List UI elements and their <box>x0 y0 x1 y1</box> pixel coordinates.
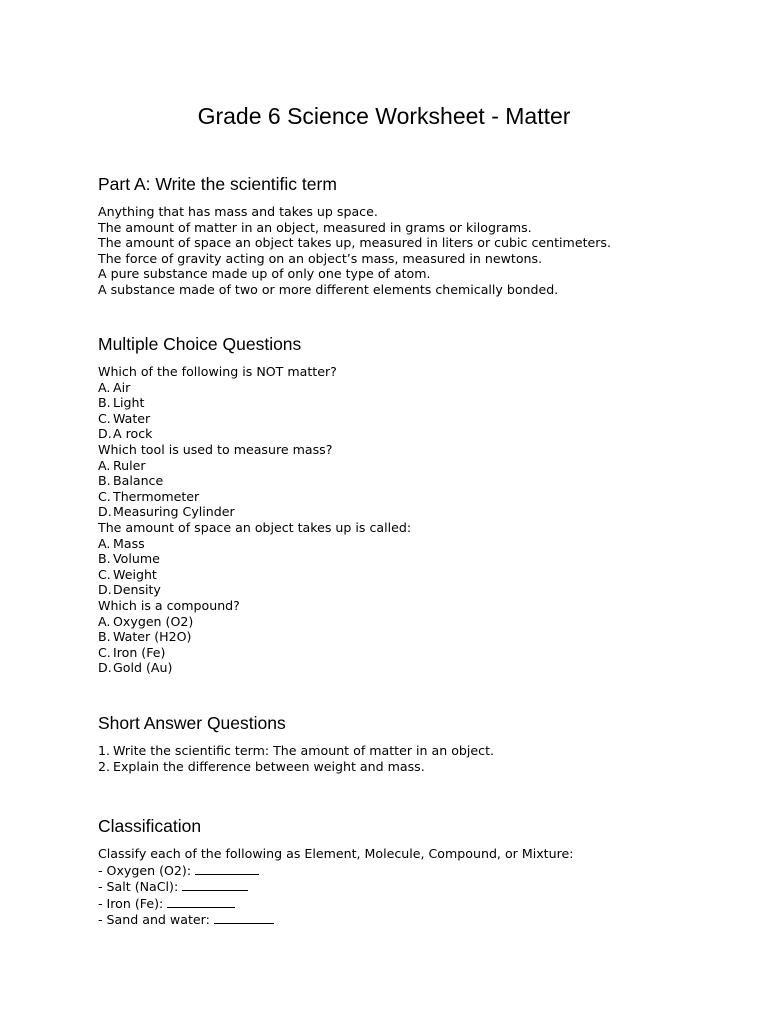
answer-blank[interactable] <box>214 911 274 924</box>
mc-option <box>98 614 718 630</box>
short-answer-item <box>98 743 718 759</box>
mc-option-text: Light <box>113 395 145 411</box>
mc-option <box>98 582 718 598</box>
mc-option-text: Water <box>113 410 151 426</box>
mc-option-text: Gold (Au) <box>113 660 173 676</box>
mc-option-label: A. <box>98 535 111 551</box>
classification-item <box>98 895 718 912</box>
page-title: Grade 6 Science Worksheet - Matter <box>197 103 571 129</box>
part-a-list <box>98 204 718 298</box>
answer-blank[interactable] <box>195 862 259 875</box>
answer-blank[interactable] <box>167 895 235 908</box>
classification-heading: Classification <box>98 816 202 836</box>
mc-option-label: A. <box>98 379 111 395</box>
multiple-choice-section <box>98 333 718 676</box>
classification-list <box>98 846 718 928</box>
answer-blank[interactable] <box>182 878 248 891</box>
mc-option <box>98 536 718 552</box>
short-answer-section <box>98 712 718 774</box>
mc-option <box>98 645 718 661</box>
mc-option <box>98 458 718 474</box>
classification-intro: Classify each of the following as Element, Molecule, Compound, or Mixture: <box>98 846 574 861</box>
short-answer-heading: Short Answer Questions <box>98 713 286 733</box>
mc-option <box>98 489 718 505</box>
mc-option <box>98 426 718 442</box>
mc-option <box>98 551 718 567</box>
classification-label: - Sand and water: <box>98 912 210 928</box>
part-a-item: Anything that has mass and takes up space. <box>98 204 378 219</box>
mc-option-text: Mass <box>113 535 145 551</box>
mc-option-text: Ruler <box>113 457 146 473</box>
part-a-item: A substance made of two or more different elements chemically bonded. <box>98 281 559 297</box>
part-a-item: A pure substance made up of only one type of atom. <box>98 266 431 282</box>
part-a-item: The amount of matter in an object, measured in grams or kilograms. <box>98 219 532 235</box>
classification-label: - Salt (NaCl): <box>98 879 179 895</box>
mc-option-text: Thermometer <box>113 488 200 504</box>
mc-option-label: B. <box>98 473 111 489</box>
short-answer-item <box>98 759 718 775</box>
mc-option-text: Water (H2O) <box>113 629 192 645</box>
mc-question-1: Which of the following is NOT matter? <box>98 364 337 379</box>
mc-option <box>98 411 718 427</box>
mc-option-label: A. <box>98 613 111 629</box>
classification-label: - Oxygen (O2): <box>98 862 192 878</box>
short-answer-text: Explain the difference between weight and mass. <box>113 758 425 774</box>
part-a-item: The amount of space an object takes up, measured in liters or cubic centimeters. <box>98 235 611 251</box>
mc-option-text: A rock <box>113 426 153 442</box>
mc-option <box>98 380 718 396</box>
mc-option <box>98 567 718 583</box>
classification-section <box>98 815 718 928</box>
classification-item <box>98 911 718 928</box>
mc-option-text: Balance <box>113 473 164 489</box>
mc-option-label: D. <box>98 660 112 676</box>
mc-option-text: Volume <box>113 551 160 567</box>
part-a-section <box>98 173 718 298</box>
mc-option-text: Weight <box>113 566 157 582</box>
classification-item <box>98 862 718 879</box>
mc-option <box>98 473 718 489</box>
mc-option-label: C. <box>98 644 111 660</box>
mc-option-label: B. <box>98 395 111 411</box>
mc-option-text: Measuring Cylinder <box>113 504 235 520</box>
mc-option-label: C. <box>98 410 111 426</box>
mc-option <box>98 629 718 645</box>
classification-label: - Iron (Fe): <box>98 895 164 911</box>
mc-question-3: The amount of space an object takes up is called: <box>98 519 412 535</box>
part-a-item: The force of gravity acting on an object’s mass, measured in newtons. <box>98 250 543 266</box>
short-answer-number: 2. <box>98 758 111 774</box>
mc-option-label: C. <box>98 566 111 582</box>
multiple-choice-list <box>98 364 718 676</box>
mc-option-text: Density <box>113 582 161 598</box>
mc-option-label: D. <box>98 504 112 520</box>
short-answer-list <box>98 743 718 774</box>
mc-question-4: Which is a compound? <box>98 597 240 613</box>
mc-option-label: B. <box>98 629 111 645</box>
mc-option-text: Iron (Fe) <box>113 644 166 660</box>
mc-question-2: Which tool is used to measure mass? <box>98 441 333 457</box>
mc-option-text: Oxygen (O2) <box>113 613 194 629</box>
mc-option <box>98 504 718 520</box>
mc-option-label: D. <box>98 426 112 442</box>
short-answer-number: 1. <box>98 743 111 758</box>
mc-option-label: D. <box>98 582 112 598</box>
multiple-choice-heading: Multiple Choice Questions <box>98 334 302 354</box>
short-answer-text: Write the scientific term: The amount of matter in an object. <box>113 743 495 758</box>
mc-option-label: C. <box>98 488 111 504</box>
mc-option-label: A. <box>98 457 111 473</box>
part-a-heading: Part A: Write the scientific term <box>98 174 337 194</box>
mc-option <box>98 395 718 411</box>
mc-option <box>98 660 718 676</box>
mc-option-label: B. <box>98 551 111 567</box>
classification-item <box>98 878 718 895</box>
mc-option-text: Air <box>113 379 131 395</box>
